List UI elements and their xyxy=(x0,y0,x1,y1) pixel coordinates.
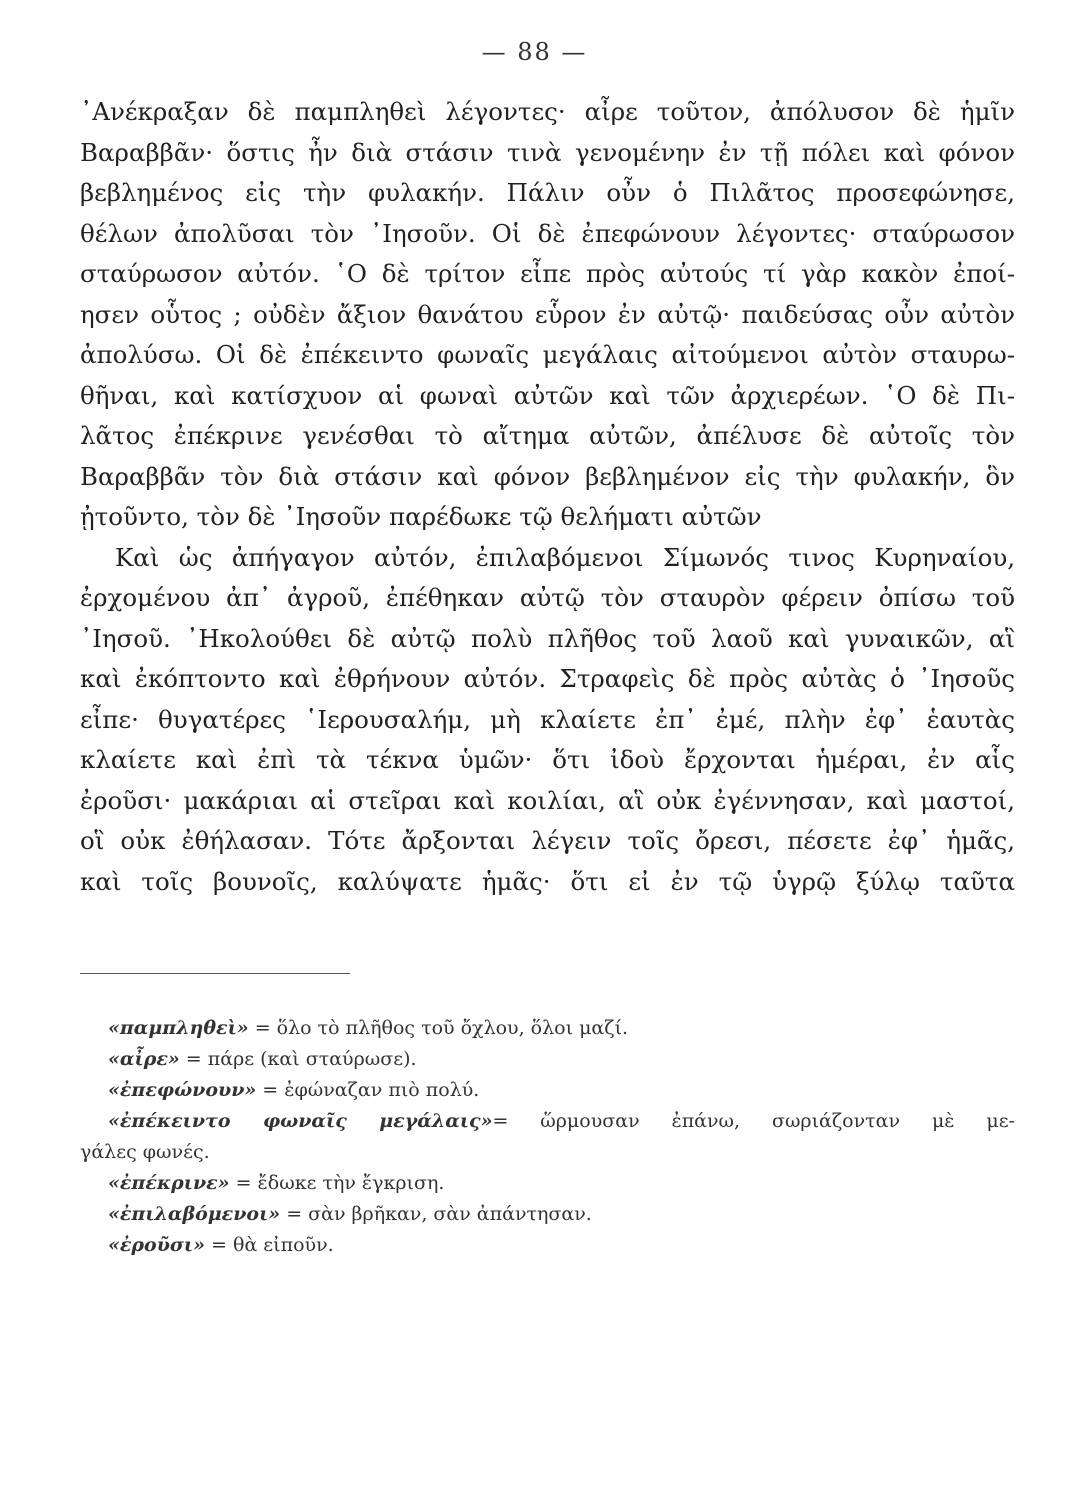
text-line: ἀπολύσω. Οἱ δὲ ἐπέκειντο φωναῖς μεγάλαις αἰτούμενοι αὐτὸν σταυρω- xyxy=(80,340,1015,369)
footnote-continuation xyxy=(80,1137,1015,1168)
footnote-gloss: γάλες φωνές. xyxy=(80,1141,210,1163)
footnote xyxy=(80,1168,1015,1199)
text-line: κλαίετε καὶ ἐπὶ τὰ τέκνα ὑμῶν· ὅτι ἰδοὺ ἔρχονται ἡμέραι, ἐν αἷς xyxy=(80,745,1015,774)
text-line: Καὶ ὡς ἀπήγαγον αὐτόν, ἐπιλαβόμενοι Σίμωνός τινος Κυρηναίου, xyxy=(115,542,1015,572)
main-text xyxy=(80,92,1015,902)
footnote xyxy=(80,1075,1015,1106)
page-number: — 88 — xyxy=(481,38,588,66)
footnote-term: «ἐπέκειντο φωναῖς μεγάλαις» xyxy=(108,1110,493,1132)
text-line: Βαραββᾶν τὸν διὰ στάσιν καὶ φόνον βεβλημένον εἰς τὴν φυλακήν, ὃν xyxy=(80,461,1015,491)
footnote-term: «αἶρε» xyxy=(108,1048,180,1070)
text-line: ησεν οὗτος ; οὐδὲν ἄξιον θανάτου εὗρον ἐν αὐτῷ· παιδεύσας οὖν αὐτὸν xyxy=(80,299,1015,329)
footnote xyxy=(80,1230,1015,1261)
footnote-divider xyxy=(80,973,350,974)
text-line: ἐρχομένου ἀπ᾿ ἀγροῦ, ἐπέθηκαν αὐτῷ τὸν σταυρὸν φέρειν ὀπίσω τοῦ xyxy=(80,583,1015,612)
footnote-gloss: = θὰ εἰποῦν. xyxy=(205,1234,334,1256)
text-line: καὶ τοῖς βουνοῖς, καλύψατε ἡμᾶς· ὅτι εἰ ἐν τῷ ὑγρῷ ξύλῳ ταῦτα xyxy=(80,866,1015,896)
footnote-term: «παμπληθεὶ» xyxy=(108,1017,249,1039)
text-line: λᾶτος ἐπέκρινε γενέσθαι τὸ αἴτημα αὐτῶν, ἀπέλυσε δὲ αὐτοῖς τὸν xyxy=(80,421,1015,450)
footnote-term: «ἐπιλαβόμενοι» xyxy=(108,1203,281,1225)
footnote-gloss: = ἔδωκε τὴν ἔγκριση. xyxy=(229,1172,445,1194)
footnote-gloss: = σὰν βρῆκαν, σὰν ἀπάντησαν. xyxy=(280,1203,592,1225)
text-line: ἐροῦσι· μακάριαι αἱ στεῖραι καὶ κοιλίαι, αἳ οὐκ ἐγέννησαν, καὶ μαστοί, xyxy=(80,785,1015,815)
text-line: οἳ οὐκ ἐθήλασαν. Τότε ἄρξονται λέγειν τοῖς ὄρεσι, πέσετε ἐφ᾿ ἡμᾶς, xyxy=(80,826,1015,855)
footnotes xyxy=(80,1013,1015,1261)
text-line: καὶ ἐκόπτοντο καὶ ἐθρήνουν αὐτόν. Στραφεὶς δὲ πρὸς αὐτὰς ὁ ᾿Ιησοῦς xyxy=(80,664,1015,693)
text-line: θέλων ἀπολῦσαι τὸν ᾿Ιησοῦν. Οἱ δὲ ἐπεφώνουν λέγοντες· σταύρωσον xyxy=(80,218,1015,248)
text-line: ᾿Ιησοῦ. ᾿Ηκολούθει δὲ αὐτῷ πολὺ πλῆθος τοῦ λαοῦ καὶ γυναικῶν, αἳ xyxy=(80,623,1015,653)
footnote-gloss: = ὅλο τὸ πλῆθος τοῦ ὄχλου, ὅλοι μαζί. xyxy=(248,1017,629,1039)
footnote xyxy=(80,1106,1015,1137)
footnote-gloss: = ἐφώναζαν πιὸ πολύ. xyxy=(256,1079,480,1101)
text-line: ᾿Ανέκραξαν δὲ παμπληθεὶ λέγοντες· αἶρε τοῦτον, ἀπόλυσον δὲ ἡμῖν xyxy=(80,97,1015,126)
text-line: Βαραββᾶν· ὅστις ἦν διὰ στάσιν τινὰ γενομένην ἐν τῇ πόλει καὶ φόνον xyxy=(80,137,1015,167)
text-line: βεβλημένος εἰς τὴν φυλακήν. Πάλιν οὖν ὁ Πιλᾶτος προσεφώνησε, xyxy=(80,178,1015,207)
footnote-gloss: = ὥρμουσαν ἐπάνω, σωριάζονταν μὲ με- xyxy=(492,1110,1015,1132)
footnote-term: «ἐροῦσι» xyxy=(108,1234,205,1256)
footnote-term: «ἐπέκρινε» xyxy=(108,1172,230,1194)
footnote xyxy=(80,1199,1015,1230)
footnote-term: «ἐπεφώνουν» xyxy=(108,1079,257,1101)
footnote-gloss: = πάρε (καὶ σταύρωσε). xyxy=(179,1048,417,1070)
text-line: ᾐτοῦντο, τὸν δὲ ᾿Ιησοῦν παρέδωκε τῷ θελήματι αὐτῶν xyxy=(80,502,762,531)
text-line: εἶπε· θυγατέρες ῾Ιερουσαλήμ, μὴ κλαίετε ἐπ᾿ ἐμέ, πλὴν ἐφ᾿ ἑαυτὰς xyxy=(80,704,1015,734)
text-line: θῆναι, καὶ κατίσχυον αἱ φωναὶ αὐτῶν καὶ τῶν ἀρχιερέων. ῾Ο δὲ Πι- xyxy=(80,380,1015,410)
text-line: σταύρωσον αὐτόν. ῾Ο δὲ τρίτον εἶπε πρὸς αὐτούς τί γὰρ κακὸν ἐποί- xyxy=(80,259,1015,288)
footnote xyxy=(80,1044,1015,1075)
footnote xyxy=(80,1013,1015,1044)
